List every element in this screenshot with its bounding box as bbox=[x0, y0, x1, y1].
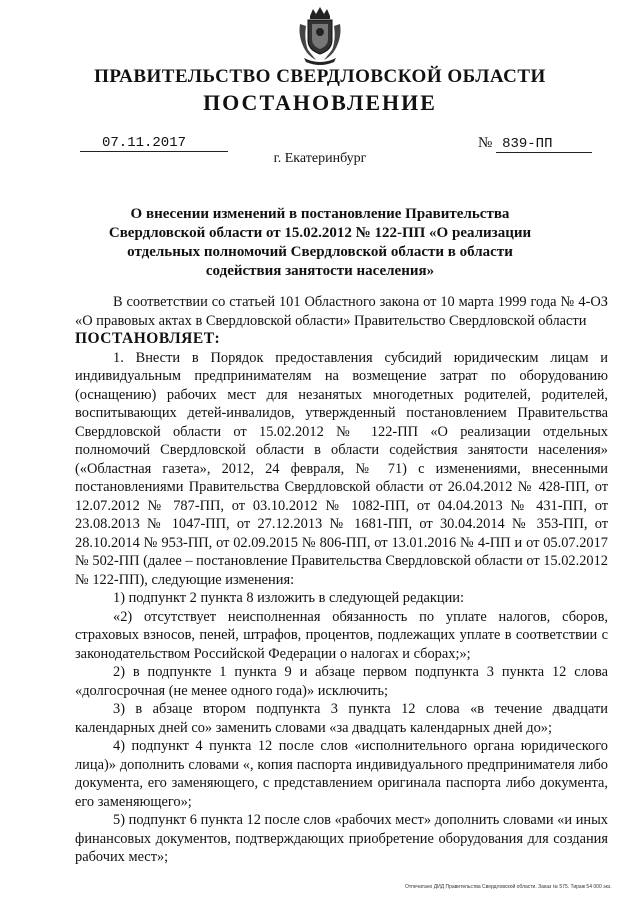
intro-paragraph: В соответствии со статьей 101 Областного закона от 10 марта 1999 года № 4-ОЗ «О правовых актах в Свердловской области» Правительство Свердловской области bbox=[75, 294, 608, 329]
document-title: О внесении изменений в постановление Правительства Свердловской области от 15.02.2012 № 122-ПП «О реализации отдельных полномочий Свердловской области в области содействия занятости населения» bbox=[108, 206, 532, 279]
resolves-heading: ПОСТАНОВЛЯЕТ: bbox=[75, 330, 221, 347]
subparagraph-2: 2) в подпункте 1 пункта 9 и абзаце первом подпункта 3 пункта 12 слова «долгосрочная (не менее одного года)» исключить; bbox=[75, 664, 608, 699]
document-type: ПОСТАНОВЛЕНИЕ bbox=[203, 90, 437, 115]
subparagraph-5: 5) подпункт 6 пункта 12 после слов «рабочих мест» дополнить словами «и иных финансовых документов, подтверждающих приобретение оборудования для создания рабочих мест»; bbox=[75, 812, 608, 865]
subparagraph-4: 4) подпункт 4 пункта 12 после слов «исполнительного органа юридического лица)» дополнить словами «, копия паспорта индивидуального предпринимателя либо документа, его заменяющего, с представлением оригинала паспорта либо документа, его заменяющего»; bbox=[75, 738, 608, 810]
coat-of-arms-icon bbox=[296, 6, 344, 66]
paragraph-1: 1. Внести в Порядок предоставления субсидий юридическим лицам и индивидуальным предпринимателям на возмещение затрат по оборудованию (оснащению) рабочих мест для незанятых многодетных родителей, родителей, воспитывающих детей-инвалидов, утвержденный постановлением Правительства Свердловской области от 15.02.2012 № 122-ПП «О реализации отдельных полномочий Свердловской области в области содействия занятости населения» («Областная газета», 2012, 24 февраля, № 71) с изменениями, внесенными постановлениями Правительства Свердловской области от 26.04.2012 № 428-ПП, от 12.07.2012 № 787-ПП, от 03.10.2012 № 1082-ПП, от 04.04.2013 № 431-ПП, от 23.08.2013 № 1047-ПП, от 27.12.2013 № 1681-ПП, от 30.04.2014 № 353-ПП, от 28.10.2014 № 953-ПП, от 02.09.2015 № 806-ПП, от 13.01.2016 № 4-ПП и от 05.07.2017 № 502-ПП (далее – постановление Правительства Свердловской области от 15.02.2012 № 122-ПП), следующие изменения: bbox=[75, 349, 608, 588]
city: г. Екатеринбург bbox=[273, 151, 367, 166]
print-footer: Отпечатано ДИД Правительства Свердловской области. Заказ № 575. Тираж 54 000 экз. bbox=[405, 884, 612, 890]
subparagraph-1: 1) подпункт 2 пункта 8 изложить в следующей редакции: bbox=[113, 590, 464, 606]
number-sign: № bbox=[478, 135, 493, 151]
government-name: ПРАВИТЕЛЬСТВО СВЕРДЛОВСКОЙ ОБЛАСТИ bbox=[94, 66, 546, 87]
document-number: 839-ПП bbox=[496, 136, 592, 153]
subparagraph-3: 3) в абзаце втором подпункта 3 пункта 12 слова «в течение двадцати календарных дней со» заменить словами «за двадцать календарных дней до»; bbox=[75, 701, 608, 736]
document-date: 07.11.2017 bbox=[80, 135, 228, 152]
subparagraph-1-quote: «2) отсутствует неисполненная обязанность по уплате налогов, сборов, страховых взносов, пеней, штрафов, процентов, подлежащих уплате в соответствии с законодательством Российской Федерации о налогах и сборах;»; bbox=[75, 608, 608, 662]
document-body bbox=[75, 293, 608, 867]
